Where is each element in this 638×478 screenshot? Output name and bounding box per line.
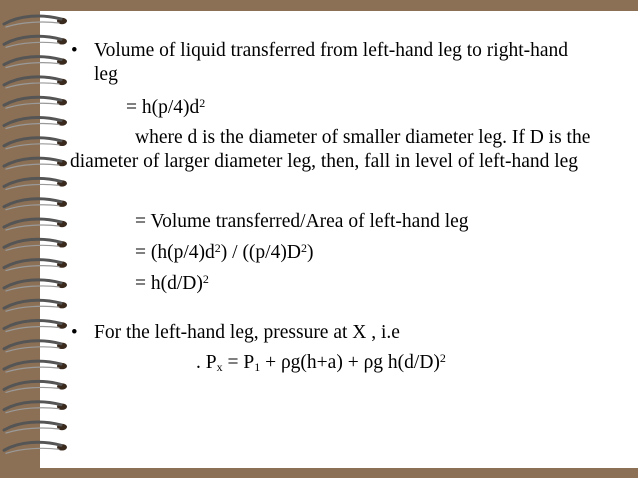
paragraph-diameter-line1: where d is the diameter of smaller diameter leg. If D is the xyxy=(135,127,591,148)
bullet-marker: • xyxy=(71,322,78,343)
binding-ring-icon xyxy=(4,341,67,352)
binding-ring-icon xyxy=(4,239,67,250)
binding-ring-icon xyxy=(4,77,67,88)
formula-volume: = $h(p/4)d^2$ xyxy=(126,96,206,118)
binding-ring-icon xyxy=(4,381,67,392)
binding-ring-icon xyxy=(4,260,67,271)
spiral-binding xyxy=(0,0,80,478)
equation-pressure-x: . $P_x = P_1 + \rho g(h+a) + \rho g$ $h(d/D)^2$ xyxy=(196,351,446,374)
equation-fall-level-1: = Volume transferred/Area of left-hand leg xyxy=(135,211,469,232)
binding-ring-icon xyxy=(4,300,67,311)
binding-ring-icon xyxy=(4,280,67,291)
paragraph-volume-line2: leg xyxy=(94,64,118,85)
paragraph-diameter-line2: diameter of larger diameter leg, then, fall in level of left-hand leg xyxy=(70,151,579,172)
binding-ring-icon xyxy=(4,138,67,149)
binding-ring-icon xyxy=(4,16,67,27)
binding-ring-icon xyxy=(4,199,67,210)
binding-ring-icon xyxy=(4,321,67,332)
binding-ring-icon xyxy=(4,118,67,129)
slide-page xyxy=(40,11,638,468)
binding-ring-icon xyxy=(4,57,67,68)
equation-fall-level-2: = $(h(p/4)d^2) / ((p/4)D^2)$ xyxy=(135,241,314,263)
equation-fall-level-3: = $h(d/D)^2$ xyxy=(135,272,209,294)
binding-ring-icon xyxy=(4,97,67,108)
binding-ring-icon xyxy=(4,158,67,169)
binding-ring-icon xyxy=(4,442,67,453)
paragraph-volume-line1: Volume of liquid transferred from left-hand leg to right-hand xyxy=(94,40,569,61)
binding-ring-icon xyxy=(4,361,67,372)
binding-ring-icon xyxy=(4,402,67,413)
binding-ring-icon xyxy=(4,219,67,230)
binding-ring-icon xyxy=(4,178,67,189)
paragraph-pressure: For the left-hand leg, pressure at X , i.e xyxy=(94,322,400,343)
bullet-marker: • xyxy=(71,40,78,61)
binding-ring-icon xyxy=(4,36,67,47)
binding-ring-icon xyxy=(4,422,67,433)
